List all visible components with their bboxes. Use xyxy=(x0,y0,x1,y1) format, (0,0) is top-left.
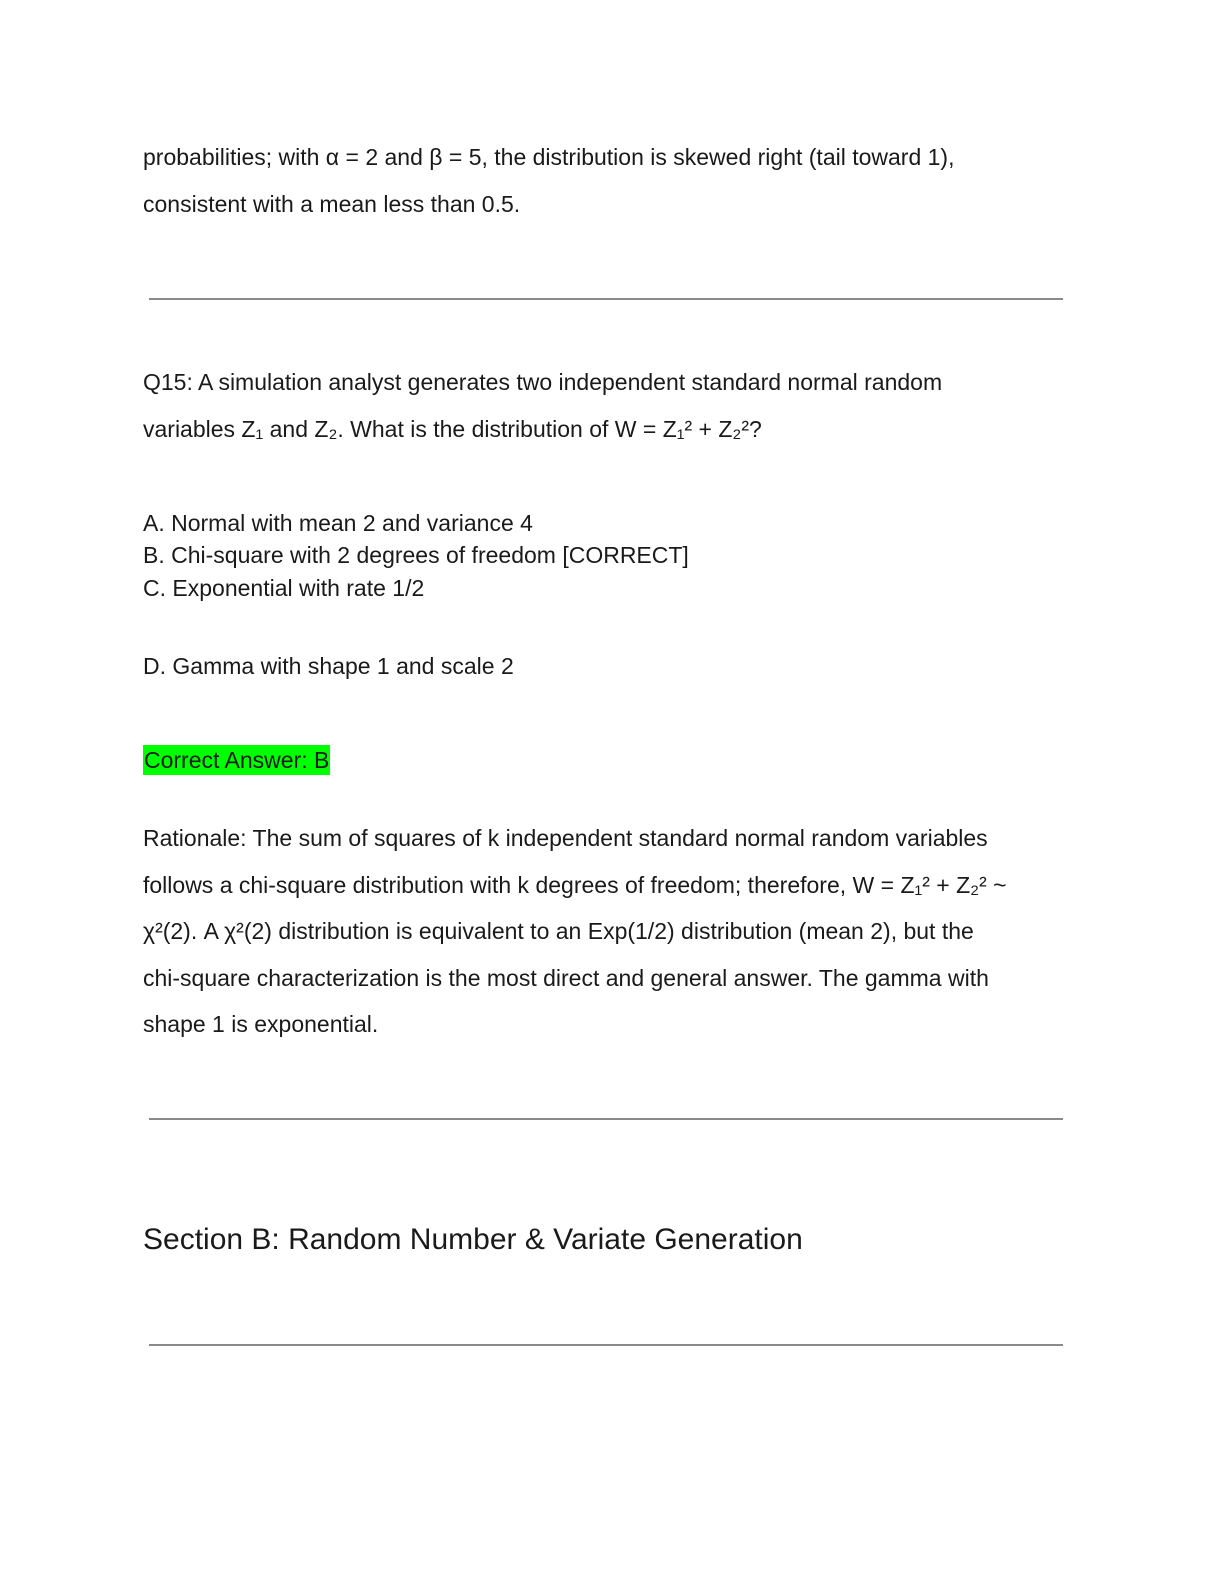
option-d: D. Gamma with shape 1 and scale 2 xyxy=(143,653,514,679)
option-a: A. Normal with mean 2 and variance 4 xyxy=(143,510,533,536)
divider xyxy=(149,298,1063,300)
rationale-line: chi-square characterization is the most direct and general answer. The gamma with xyxy=(143,964,989,991)
divider xyxy=(149,1118,1063,1120)
question-line: Q15: A simulation analyst generates two independent standard normal random xyxy=(143,369,943,395)
section-heading: Section B: Random Number & Variate Generation xyxy=(143,1223,803,1256)
option-b: B. Chi-square with 2 degrees of freedom [CORRECT] xyxy=(143,542,689,568)
divider xyxy=(149,1344,1063,1346)
rationale-line: χ²(2). A χ²(2) distribution is equivalent to an Exp(1/2) distribution (mean 2), but the xyxy=(143,918,974,944)
rationale-line: shape 1 is exponential. xyxy=(143,1011,379,1037)
intro-line: consistent with a mean less than 0.5. xyxy=(143,190,521,217)
intro-paragraph xyxy=(143,134,1063,227)
question-line: variables Z₁ and Z₂. What is the distribution of W = Z₁² + Z₂²? xyxy=(143,415,762,442)
intro-line: probabilities; with α = 2 and β = 5, the distribution is skewed right (tail toward 1), xyxy=(143,144,955,170)
rationale-line: follows a chi-square distribution with k degrees of freedom; therefore, W = Z₁² + Z₂² ~ xyxy=(143,871,1007,898)
correct-answer-highlight: Correct Answer: B xyxy=(144,747,330,773)
rationale-line: Rationale: The sum of squares of k independent standard normal random variables xyxy=(143,825,988,851)
option-c: C. Exponential with rate 1/2 xyxy=(143,575,425,601)
question-text xyxy=(143,359,1063,452)
rationale-paragraph xyxy=(143,815,1063,1048)
document-page xyxy=(143,0,1063,1584)
